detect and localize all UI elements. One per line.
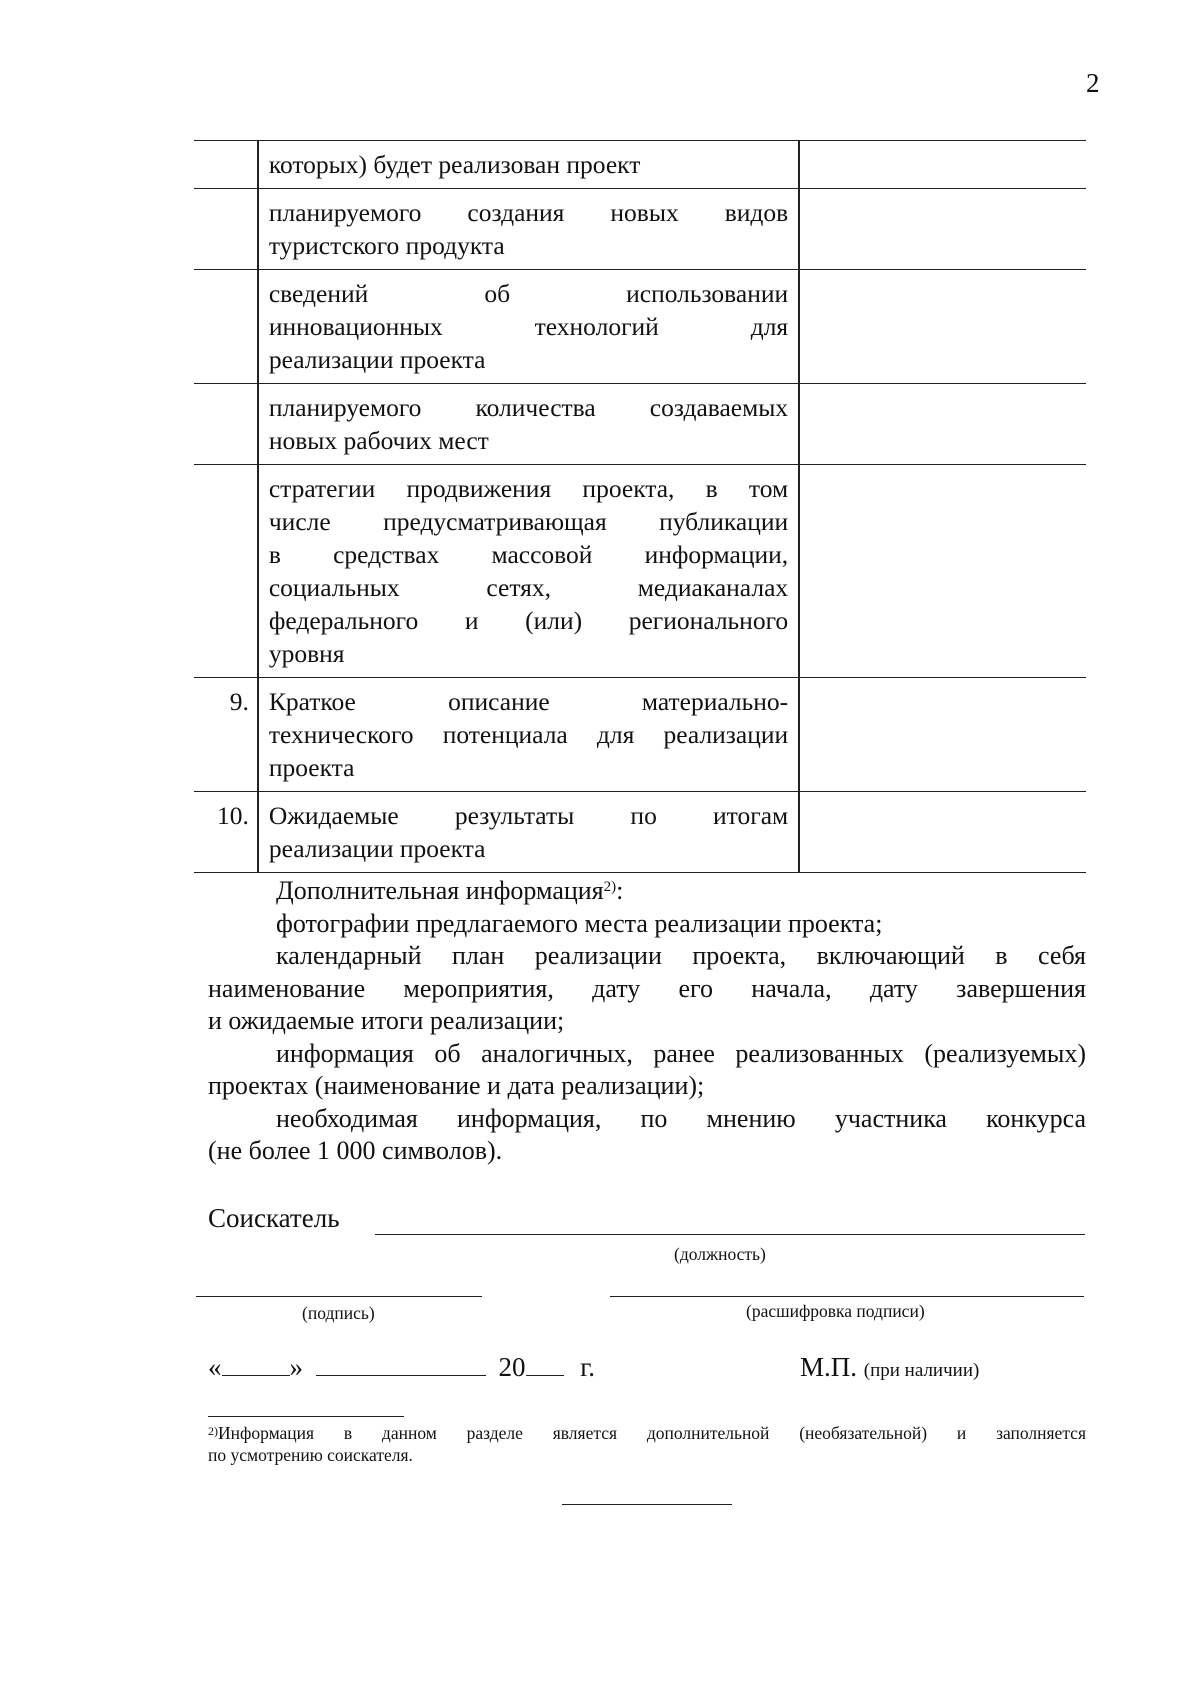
- row-value-field[interactable]: [799, 141, 1086, 189]
- signature-field[interactable]: [196, 1296, 482, 1297]
- row-description: которых) будет реализован проект: [258, 141, 799, 189]
- page-number: 2: [1086, 68, 1100, 98]
- additional-item-photos: фотографии предлагаемого места реализации проекта;: [276, 908, 883, 938]
- row-description: планируемого создания новых видов туристского продукта: [258, 189, 799, 270]
- year-field[interactable]: [526, 1353, 564, 1376]
- table-row: [194, 465, 1086, 678]
- row-value-field[interactable]: [799, 792, 1086, 873]
- position-field[interactable]: [375, 1234, 1085, 1235]
- row-number: [194, 384, 258, 465]
- month-field[interactable]: [316, 1353, 486, 1376]
- additional-info-section: [208, 875, 1086, 1168]
- table-row: [194, 678, 1086, 792]
- signature-caption: (подпись): [302, 1303, 375, 1323]
- row-value-field[interactable]: [799, 189, 1086, 270]
- row-value-field[interactable]: [799, 465, 1086, 678]
- row-value-field[interactable]: [799, 384, 1086, 465]
- end-of-document-line: [562, 1504, 732, 1505]
- additional-item-calendar-plan: календарный план реализации проекта, включающий в себя наименование мероприятия, дату его начала, дату завершения и ожидаемые итоги реализации;: [208, 941, 1086, 1035]
- table-row: [194, 141, 1086, 189]
- date-line: « » 20 г.: [208, 1352, 596, 1382]
- row-description: сведений об использовании инновационных технологий для реализации проекта: [258, 270, 799, 384]
- row-number: [194, 270, 258, 384]
- row-description: стратегии продвижения проекта, в том числе предусматривающая публикации в средствах массовой информации, социальных сетях, медиаканалах федерального и (или) регионального уровня: [258, 465, 799, 678]
- additional-item-other-info: необходимая информация, по мнению участника конкурса (не более 1 000 символов).: [208, 1103, 1086, 1165]
- stamp-placeholder: М.П. (при наличии): [800, 1352, 980, 1382]
- day-field[interactable]: [222, 1353, 290, 1376]
- row-number: 10.: [194, 792, 258, 873]
- row-number: [194, 141, 258, 189]
- additional-info-heading: Дополнительная информация$^{2)}$:: [276, 876, 624, 905]
- position-caption: (должность): [674, 1244, 766, 1264]
- table-row: [194, 270, 1086, 384]
- row-description: Ожидаемые результаты по итогам реализации проекта: [258, 792, 799, 873]
- row-number: [194, 189, 258, 270]
- table-row: [194, 384, 1086, 465]
- application-form-table: [194, 140, 1086, 873]
- table-row: [194, 189, 1086, 270]
- footnote: $^{2)}$Информация в данном разделе является дополнительной (необязательной) и заполняется по усмотрению соискателя.: [208, 1423, 1086, 1465]
- table-row: [194, 792, 1086, 873]
- footnote-reference: 2): [603, 879, 617, 895]
- row-description: Краткое описание материально- технического потенциала для реализации проекта: [258, 678, 799, 792]
- row-value-field[interactable]: [799, 678, 1086, 792]
- additional-item-similar-projects: информация об аналогичных, ранее реализованных (реализуемых) проектах (наименование и дата реализации);: [208, 1038, 1086, 1100]
- signature-decoding-caption: (расшифровка подписи): [746, 1301, 925, 1321]
- signature-decoding-field[interactable]: [610, 1296, 1084, 1297]
- row-number: [194, 465, 258, 678]
- footnote-separator: [208, 1416, 404, 1417]
- applicant-label: Соискатель: [208, 1203, 340, 1233]
- row-description: планируемого количества создаваемых новых рабочих мест: [258, 384, 799, 465]
- row-value-field[interactable]: [799, 270, 1086, 384]
- row-number: 9.: [194, 678, 258, 792]
